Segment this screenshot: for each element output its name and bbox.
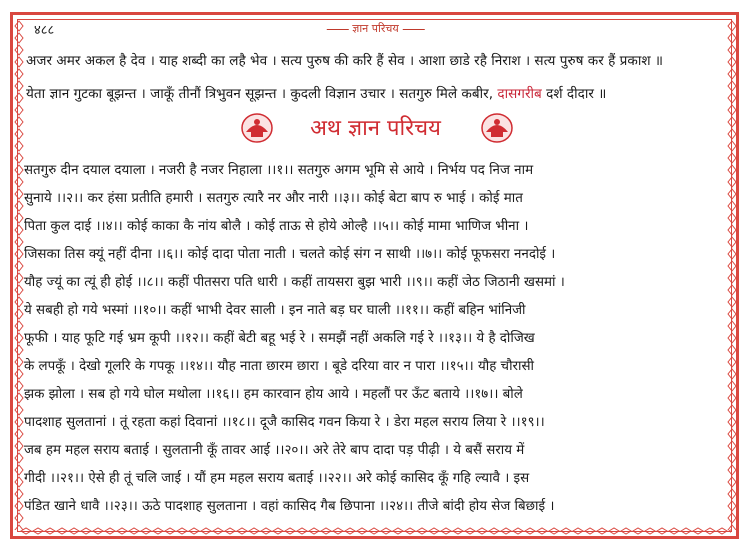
body-line-3: पिता कुल दाई ।।४।। कोई काका कै नांय बोलै । कोई ताऊ से होये ओल्है ।।५।। कोई मामा भाणिज भीना । [24,219,529,234]
body-line-12: गीदी ।।२१।। ऐसे ही तूं चलि जाई । यौं हम महल सराय बताई ।।२२।। अरे कोई कासिद कूँ गहि ल्यावै । इस [24,471,530,486]
body-line-10: पादशाह सुलतानां । तूं रहता कहां दिवानां ।।१८।। दूजै कासिद गवन किया रे । डेरा महल सराय लिया रे ।।१९।। [24,415,545,430]
saint-emblem-icon [240,110,274,144]
running-head-text: ज्ञान परिचय [352,22,399,35]
body-line-11: जब हम महल सराय बताई । सुलतानी कूँ तावर आई ।।२०।। अरे तेरे बाप दादा पड़ पीढ़ी । ये बसैं सराय में [24,443,525,458]
author-name: दासगरीब [497,86,542,102]
body-line-9: झक झोला । सब हो गये घोल मथोला ।।१६।। हम कारवान होय आये । महलौं पर ऊँट बताये ।।१७।। बोले [24,387,523,402]
intro-verse-2-end: दर्श दीदार ॥ [541,86,607,102]
running-head-rule-left [326,29,348,30]
page-header [24,20,727,36]
bottom-border-pattern [20,527,731,535]
section-title-block [0,110,751,146]
intro-verse-1: अजर अमर अकल है देव । याह शब्दी का लहै भेव । सत्य पुरुष की करि हैं सेव । आशा छाडे रहै निराश । सत्य पुरुष कर हैं प्रकाश ॥ [26,53,664,69]
body-line-13: पंडित खाने धावै ।।२३।। ऊठे पादशाह सुलताना । वहां कासिद गैब छिपाना ।।२४।। तीजे बांदी होय सेज बिछाई । [24,499,555,514]
body-line-5: यौह ज्यूं का त्यूं ही होई ।।८।। कहीं पीतसरा पति धारी । कहीं तायसरा बुझ भारी ।।९।। कहीं जेठ जिठानी खसमां । [24,275,565,290]
body-line-1: सतगुरु दीन दयाल दयाला । नजरी है नजर निहाला ।।१।। सतगुरु अगम भूमि से आये । निर्भय पद निज नाम [24,163,534,178]
running-head [322,21,428,36]
saint-emblem-icon [480,110,514,144]
body-line-6: ये सबही हो गये भस्मां ।।१०।। कहीं भाभी देवर साली । इन नाते बड़ घर घाली ।।११।। कहीं बहिन भांनिजी [24,303,526,318]
intro-verse-2-text: येता ज्ञान गुटका बूझन्त । जाकूँ तीनौं त्रिभुवन सूझन्त । कुदली विज्ञान उचार । सतगुरु मिले कबीर, [26,86,498,102]
left-border-pattern [14,20,24,530]
section-title: अथ ज्ञान परिचय [310,116,441,141]
body-line-8: के लपकूँ । देखो गूलरि के गपकू ।।१४।। यौह नाता छारम छारा । बूडे दरिया वार न पारा ।।१५।। यौह चौरासी [24,359,534,374]
body-line-2: सुनाये ।।२।। कर हंसा प्रतीति हमारी । सतगुरु त्यारै नर और नारी ।।३।। कोई बेटा बाप रु भाई । कोई मात [24,191,523,206]
right-border-pattern [727,20,737,530]
body-line-4: जिसका तिस क्यूं नहीं दीना ।।६।। कोई दादा पोता नाती । चलते कोई संग न साथी ।।७।। कोई फूफसरा ननदोई । [24,247,556,262]
page-number: ४८८ [34,23,55,38]
intro-verse-2 [26,83,725,102]
running-head-rule-right [403,29,425,30]
body-line-7: फूफी । याह फूटि गई भ्रम कूपी ।।१२।। कहीं बेटी बहू भई रे । समझैं नहीं अकलि गई रे ।।१३।। ये है दोजिख [24,331,535,346]
